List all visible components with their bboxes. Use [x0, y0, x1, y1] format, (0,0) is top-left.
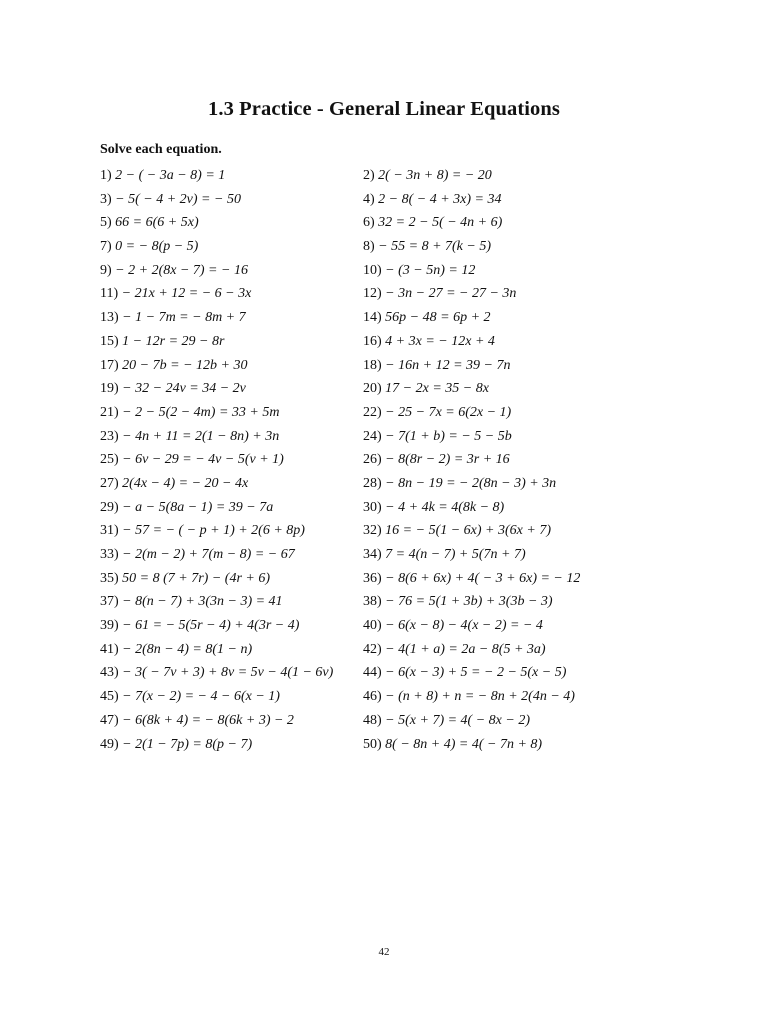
problem-equation: − 4 + 4k = 4(8k − 8)	[385, 499, 505, 515]
problem-number: 16)	[363, 333, 382, 349]
problem-item	[363, 330, 660, 354]
problem-equation: − 25 − 7x = 6(2x − 1)	[385, 404, 512, 420]
problem-item	[100, 638, 363, 662]
problem-item	[100, 401, 363, 425]
problem-number: 49)	[100, 736, 119, 752]
problem-number: 44)	[363, 665, 382, 681]
problem-number: 1)	[100, 168, 112, 183]
problem-number: 27)	[100, 475, 119, 491]
problem-number: 20)	[363, 381, 382, 397]
problem-equation: − 76 = 5(1 + 3b) + 3(3b − 3)	[385, 594, 553, 610]
problem-equation: − 8(8r − 2) = 3r + 16	[385, 452, 510, 468]
problem-equation: − 7(x − 2) = − 4 − 6(x − 1)	[122, 689, 280, 705]
problem-equation: − 55 = 8 + 7(k − 5)	[378, 239, 491, 255]
problem-number: 21)	[100, 404, 119, 420]
problem-number: 7)	[100, 239, 112, 255]
problem-equation: − 3( − 7v + 3) + 8v = 5v − 4(1 − 6v)	[122, 665, 334, 681]
problem-equation: 4 + 3x = − 12x + 4	[385, 333, 495, 349]
problem-equation: 20 − 7b = − 12b + 30	[122, 357, 248, 373]
problem-number: 10)	[363, 262, 382, 278]
problem-equation: − 2(m − 2) + 7(m − 8) = − 67	[122, 547, 295, 562]
problem-equation: − 6(8k + 4) = − 8(6k + 3) − 2	[122, 712, 294, 728]
problem-equation: 2 − 8( − 4 + 3x) = 34	[378, 191, 502, 207]
problem-item	[100, 661, 363, 685]
problem-number: 30)	[363, 499, 382, 515]
problem-item	[100, 448, 363, 472]
problem-equation: 1 − 12r = 29 − 8r	[122, 333, 225, 349]
problem-number: 19)	[100, 381, 119, 397]
problem-item	[363, 235, 660, 259]
problem-number: 34)	[363, 547, 382, 562]
problem-number: 35)	[100, 570, 119, 586]
problem-equation: − 8(n − 7) + 3(3n − 3) = 41	[122, 594, 283, 610]
problem-number: 13)	[100, 310, 119, 326]
problem-number: 48)	[363, 712, 382, 728]
problem-number: 24)	[363, 428, 382, 444]
problem-number: 42)	[363, 641, 382, 657]
problem-equation: 0 = − 8(p − 5)	[115, 239, 199, 255]
problem-equation: − 8(6 + 6x) + 4( − 3 + 6x) = − 12	[385, 570, 581, 586]
problem-equation: − 6(x − 3) + 5 = − 2 − 5(x − 5)	[385, 665, 567, 681]
problem-item	[100, 685, 363, 709]
problem-item	[363, 543, 660, 567]
problem-item	[100, 543, 363, 567]
problem-equation: − 2(8n − 4) = 8(1 − n)	[122, 641, 253, 657]
problem-item	[100, 188, 363, 212]
problem-equation: − 2(1 − 7p) = 8(p − 7)	[122, 736, 253, 752]
problem-number: 12)	[363, 286, 382, 302]
problem-number: 36)	[363, 570, 382, 586]
problem-item	[363, 567, 660, 591]
problem-equation: − 2 + 2(8x − 7) = − 16	[115, 262, 248, 278]
problem-item	[363, 188, 660, 212]
problem-item	[363, 354, 660, 378]
problem-item	[363, 733, 660, 757]
problem-item	[363, 164, 660, 188]
problem-item	[100, 377, 363, 401]
problem-equation: − 32 − 24v = 34 − 2v	[122, 381, 246, 397]
problem-equation: 2 − ( − 3a − 8) = 1	[115, 168, 226, 183]
problem-equation: 56p − 48 = 6p + 2	[385, 310, 491, 326]
problem-equation: − 7(1 + b) = − 5 − 5b	[385, 428, 512, 444]
problem-item	[363, 211, 660, 235]
problem-number: 6)	[363, 215, 375, 231]
problem-number: 33)	[100, 547, 119, 562]
problem-number: 5)	[100, 215, 112, 231]
problem-item	[363, 259, 660, 283]
problem-equation: 16 = − 5(1 − 6x) + 3(6x + 7)	[385, 523, 551, 539]
problem-equation: − 6(x − 8) − 4(x − 2) = − 4	[385, 618, 543, 634]
problem-item	[100, 259, 363, 283]
problem-item	[363, 472, 660, 496]
problem-item	[363, 496, 660, 520]
problem-equation: 7 = 4(n − 7) + 5(7n + 7)	[385, 547, 526, 562]
problem-item	[100, 211, 363, 235]
problem-number: 32)	[363, 523, 382, 539]
problem-equation: − 4(1 + a) = 2a − 8(5 + 3a)	[385, 641, 546, 657]
problem-number: 29)	[100, 499, 119, 515]
problem-number: 43)	[100, 665, 119, 681]
page-title: 1.3 Practice - General Linear Equations	[208, 98, 560, 120]
problem-item	[363, 377, 660, 401]
problem-number: 46)	[363, 689, 382, 705]
problem-equation: 66 = 6(6 + 5x)	[115, 215, 199, 231]
page-number: 42	[378, 946, 390, 958]
problem-item	[363, 401, 660, 425]
problem-equation: − 57 = − ( − p + 1) + 2(6 + 8p)	[122, 523, 305, 539]
problem-item	[100, 306, 363, 330]
problem-item	[100, 472, 363, 496]
problem-item	[100, 709, 363, 733]
problem-number: 37)	[100, 594, 119, 610]
problem-item	[363, 590, 660, 614]
problem-equation: − 8n − 19 = − 2(8n − 3) + 3n	[385, 475, 557, 491]
problem-number: 26)	[363, 452, 382, 468]
problem-number: 23)	[100, 428, 119, 444]
problem-number: 3)	[100, 191, 112, 207]
problem-item	[100, 282, 363, 306]
problem-number: 11)	[100, 286, 119, 302]
problem-number: 38)	[363, 594, 382, 610]
problem-equation: 2(4x − 4) = − 20 − 4x	[122, 475, 249, 491]
problem-number: 47)	[100, 712, 119, 728]
problem-equation: − 61 = − 5(5r − 4) + 4(3r − 4)	[122, 618, 300, 634]
problem-number: 31)	[100, 523, 119, 539]
problem-number: 14)	[363, 310, 382, 326]
problem-equation: − 21x + 12 = − 6 − 3x	[121, 286, 252, 302]
problem-number: 8)	[363, 239, 375, 255]
problem-item	[363, 614, 660, 638]
problem-item	[100, 496, 363, 520]
problem-number: 9)	[100, 262, 112, 278]
problem-item	[363, 519, 660, 543]
problem-number: 22)	[363, 404, 382, 420]
problem-number: 17)	[100, 357, 119, 373]
problem-item	[100, 354, 363, 378]
problem-number: 39)	[100, 618, 119, 634]
problem-item	[363, 448, 660, 472]
problem-item	[100, 519, 363, 543]
problem-item	[100, 614, 363, 638]
problem-item	[363, 306, 660, 330]
problem-number: 25)	[100, 452, 119, 468]
problem-number: 2)	[363, 168, 375, 183]
problem-item	[363, 661, 660, 685]
problem-equation: 2( − 3n + 8) = − 20	[378, 168, 492, 183]
problem-item	[100, 164, 363, 188]
problem-item	[100, 590, 363, 614]
problem-equation: − a − 5(8a − 1) = 39 − 7a	[122, 499, 274, 515]
problem-equation: − 16n + 12 = 39 − 7n	[385, 357, 511, 373]
instructions: Solve each equation.	[100, 142, 222, 157]
problem-item	[363, 638, 660, 662]
problem-number: 50)	[363, 736, 382, 752]
problem-equation: − 2 − 5(2 − 4m) = 33 + 5m	[122, 404, 280, 420]
problem-equation: − 6v − 29 = − 4v − 5(v + 1)	[122, 452, 284, 468]
problem-item	[363, 282, 660, 306]
problem-number: 4)	[363, 191, 375, 207]
problem-number: 18)	[363, 357, 382, 373]
problem-equation: − (n + 8) + n = − 8n + 2(4n − 4)	[385, 689, 575, 705]
problem-item	[363, 685, 660, 709]
problem-item	[100, 567, 363, 591]
problem-item	[363, 425, 660, 449]
problem-number: 40)	[363, 618, 382, 634]
problem-equation: 8( − 8n + 4) = 4( − 7n + 8)	[385, 736, 543, 752]
problem-item	[100, 733, 363, 757]
problem-item	[100, 425, 363, 449]
problem-list	[100, 164, 660, 756]
problem-equation: − (3 − 5n) = 12	[385, 262, 476, 278]
problem-item	[100, 330, 363, 354]
problem-equation: − 4n + 11 = 2(1 − 8n) + 3n	[122, 428, 280, 444]
problem-equation: − 5( − 4 + 2v) = − 50	[115, 191, 241, 207]
problem-equation: − 3n − 27 = − 27 − 3n	[385, 286, 517, 302]
problem-number: 45)	[100, 689, 119, 705]
problem-equation: 50 = 8 (7 + 7r) − (4r + 6)	[122, 570, 271, 586]
problem-equation: − 5(x + 7) = 4( − 8x − 2)	[385, 712, 530, 728]
problem-number: 28)	[363, 475, 382, 491]
problem-number: 41)	[100, 641, 119, 657]
problem-number: 15)	[100, 333, 119, 349]
problem-equation: − 1 − 7m = − 8m + 7	[122, 310, 246, 326]
problem-equation: 17 − 2x = 35 − 8x	[385, 381, 489, 397]
problem-item	[363, 709, 660, 733]
problem-item	[100, 235, 363, 259]
problem-equation: 32 = 2 − 5( − 4n + 6)	[378, 215, 503, 231]
